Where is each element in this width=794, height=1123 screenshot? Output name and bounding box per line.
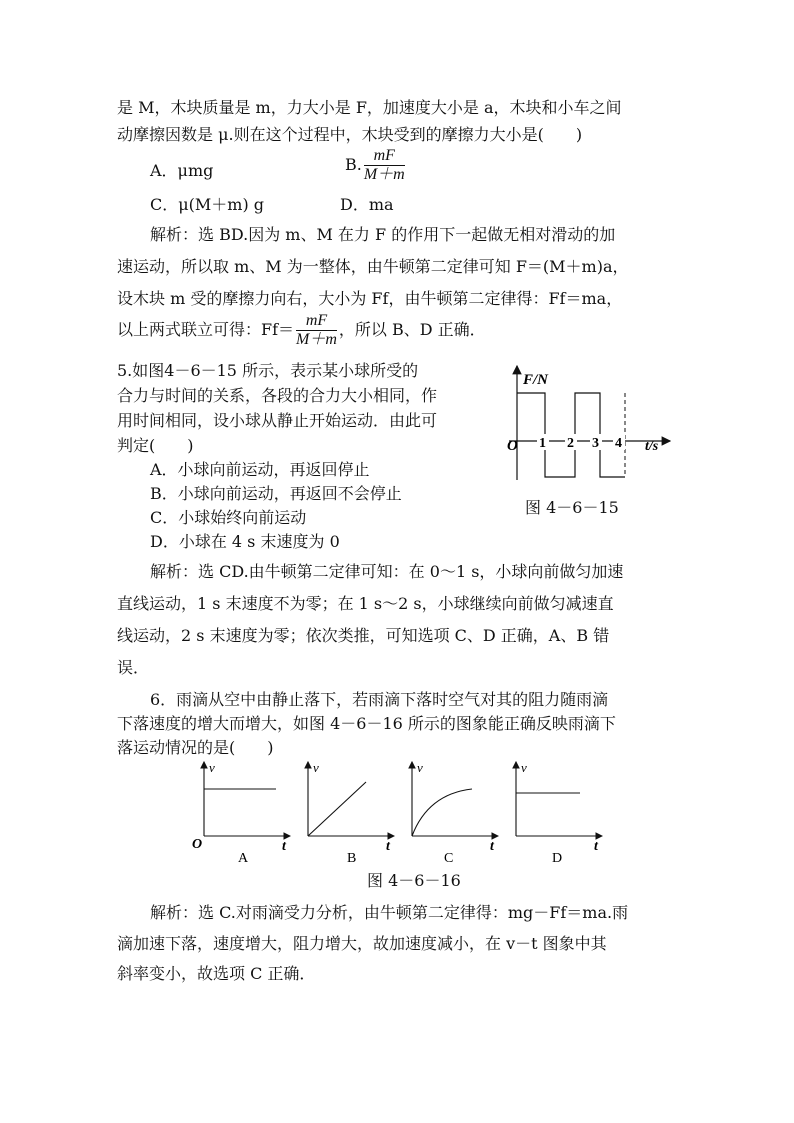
figure-4-6-16-caption: 图 4－6－16 [367,871,461,890]
q5-solution-line2: 直线运动，1 s 末速度不为零；在 1 s～2 s，小球继续向前做匀减速直 [117,594,614,613]
q6-stem-line1: 6．雨滴从空中由静止落下，若雨滴下落时空气对其的阻力随雨滴 [150,690,609,709]
q4-stem-line1: 是 M，木块质量是 m，力大小是 F，加速度大小是 a，木块和小车之间 [117,98,622,117]
graph-a [192,760,290,866]
time-axis-label: t/s [645,439,659,454]
q5-solution-line4: 误． [117,658,150,677]
q5-stem-line4: 判定( ) [117,436,194,455]
q4-solution-line4-suffix: ，所以 B、D 正确． [338,320,486,339]
tick-2: 2 [567,436,574,451]
q5-stem-line2: 合力与时间的关系，各段的合力大小相同，作 [117,386,438,405]
graph-b-line [308,782,366,836]
q5-option-b: B．小球向前运动，再返回不会停止 [150,484,402,503]
q4-option-c: C．μ(M＋m) g [150,195,265,214]
q4-solution-fraction [296,312,337,349]
q4-stem-line2: 动摩擦因数是 μ.则在这个过程中，木块受到的摩擦力大小是( ) [117,125,583,144]
graph-a-label: A [238,851,249,866]
force-axis-label: F/N [523,372,549,388]
graph-c [412,760,498,866]
q4-solution-line1: 解析：选 BD.因为 m、M 在力 F 的作用下一起做无相对滑动的加 [150,225,616,244]
graph-b [308,760,394,866]
tick-4: 4 [615,436,622,451]
q4-option-b-fraction [364,147,405,184]
q6-stem-line2: 下落速度的增大而增大，如图 4－6－16 所示的图象能正确反映雨滴下 [117,714,616,733]
figure-4-6-15-caption: 图 4－6－15 [525,498,619,517]
q4-option-d: D．ma [340,195,394,214]
graph-b-v-label: v [313,760,319,775]
graph-a-v-label: v [209,760,215,775]
q6-solution-line2: 滴加速下落，速度增大，阻力增大，故加速度减小，在 v－t 图象中其 [117,934,607,953]
graph-d-label: D [552,851,563,866]
q4-solution-line2: 速运动，所以取 m、M 为一整体，由牛顿第二定律可知 F＝(M＋m)a， [117,257,629,276]
q5-option-a: A．小球向前运动，再返回停止 [150,460,370,479]
q6-solution-line1: 解析：选 C.对雨滴受力分析，由牛顿第二定律得：mg－Ff＝ma.雨 [150,903,629,922]
velocity-time-graphs [190,758,610,868]
q4-option-a: A．μmg [150,161,214,180]
q5-stem-line1: 5.如图4－6－15 所示，表示某小球所受的 [117,361,419,380]
q4-solution-line3: 设木块 m 受的摩擦力向右，大小为 Ff，由牛顿第二定律得：Ff＝ma， [117,289,623,308]
q5-solution-line3: 线运动，2 s 末速度为零；依次类推，可知选项 C、D 正确，A、B 错 [117,626,610,645]
graph-b-t-label: t [386,839,390,854]
graph-d-v-label: v [521,760,527,775]
q4-option-b-denominator: M＋m [363,166,405,183]
graph-origin-label: O [507,438,518,454]
q6-stem-line3: 落运动情况的是( ) [117,738,274,757]
tick-1: 1 [539,436,546,451]
q4-option-b-numerator: mF [364,147,405,166]
q4-solution-numerator: mF [296,312,337,331]
q5-solution-line1: 解析：选 CD.由牛顿第二定律可知：在 0～1 s，小球向前做匀加速 [150,562,624,581]
graph-b-label: B [347,851,357,866]
graph-c-t-label: t [490,839,494,854]
q5-option-c: C．小球始终向前运动 [150,508,307,527]
q4-solution-line4 [117,312,486,349]
graph-c-v-label: v [417,760,423,775]
q4-solution-line4-prefix: 以上两式联立可得：Ff＝ [117,320,295,339]
force-time-graph [505,360,675,490]
q4-solution-denominator: M＋m [296,331,337,348]
q5-option-d: D．小球在 4 s 末速度为 0 [150,532,340,551]
q6-solution-line3: 斜率变小，故选项 C 正确． [117,964,316,983]
q5-stem-line3: 用时间相同，设小球从静止开始运动．由此可 [117,411,438,430]
graph-c-label: C [444,851,454,866]
graph-d [516,760,602,866]
graph-a-t-label: t [282,839,286,854]
graph-c-curve [412,789,472,836]
q4-option-b [345,147,407,184]
graph-d-t-label: t [594,839,598,854]
q4-option-b-prefix: B. [345,155,362,174]
graph-a-origin: O [192,837,203,852]
tick-3: 3 [592,436,599,451]
